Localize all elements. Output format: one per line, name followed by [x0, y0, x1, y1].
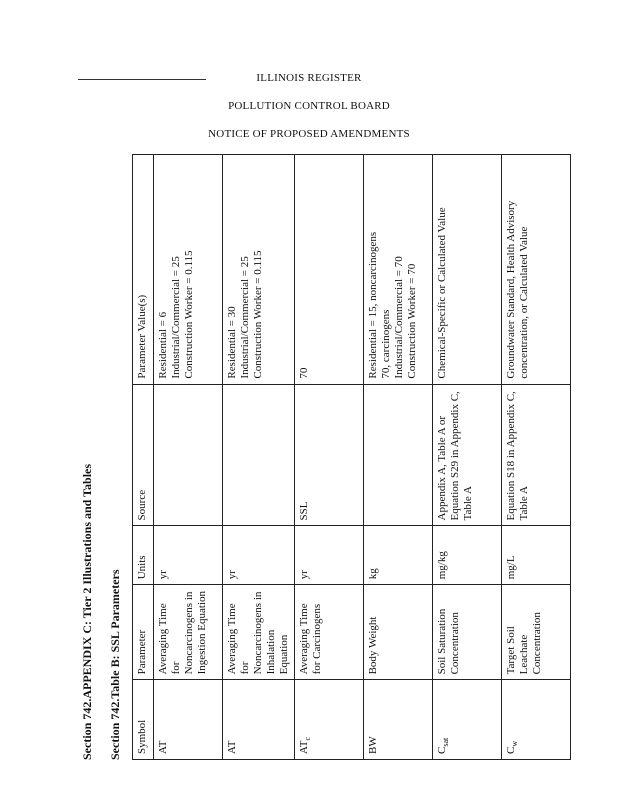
notice-title: NOTICE OF PROPOSED AMENDMENTS: [208, 128, 410, 140]
value-line: Residential = 30: [226, 306, 238, 379]
cell-units: yr: [295, 526, 364, 585]
cell-symbol: [295, 680, 364, 760]
value-line: Groundwater Standard, Health Advisory concentration, or Calculated Value: [505, 200, 530, 379]
table-row: [364, 155, 433, 760]
symbol-text: AT: [226, 740, 238, 754]
value-line: 70: [298, 367, 310, 379]
cell-units: yr: [223, 526, 295, 585]
cell-symbol: [223, 680, 295, 760]
header-symbol: Symbol: [133, 680, 154, 760]
value-line: Construction Worker = 0.115: [252, 250, 264, 379]
cell-units: kg: [364, 526, 433, 585]
cell-symbol: [502, 680, 571, 760]
cell-source: SSL: [295, 384, 364, 526]
cell-source: Equation S18 in Appendix C, Table A: [502, 384, 571, 526]
value-line: Construction Worker = 0.115: [183, 250, 195, 379]
cell-parameter: Averaging Time for Carcinogens: [295, 585, 364, 680]
value-line: Chemical-Specific or Calculated Value: [436, 207, 448, 379]
register-title: ILLINOIS REGISTER: [256, 72, 362, 84]
header-rule: [78, 79, 206, 80]
value-line: Residential = 15, noncarcinogens: [367, 231, 379, 379]
header-units: Units: [133, 526, 154, 585]
cell-symbol: [154, 680, 223, 760]
value-line: Construction Worker = 70: [406, 263, 418, 379]
table-title: Section 742.Table B: SSL Parameters: [108, 569, 122, 760]
value-line: Residential = 6: [157, 311, 169, 379]
table-row: [154, 155, 223, 760]
board-title: POLLUTION CONTROL BOARD: [228, 100, 390, 112]
header-parameter: Parameter: [133, 585, 154, 680]
symbol-text: C: [436, 746, 448, 754]
value-line: Industrial/Commercial = 25: [239, 256, 251, 379]
section-title: Section 742.APPENDIX C: Tier 2 Illustrations and Tables: [80, 463, 94, 760]
symbol-text: AT: [157, 740, 169, 754]
cell-parameter-values: [364, 155, 433, 385]
rotated-page-content: [80, 160, 560, 760]
ssl-parameters-table: [132, 154, 571, 760]
header-source: Source: [133, 384, 154, 526]
cell-symbol: [364, 680, 433, 760]
cell-parameter-values: [433, 155, 502, 385]
table-row: [295, 155, 364, 760]
cell-units: yr: [154, 526, 223, 585]
value-line: Industrial/Commercial = 25: [170, 256, 182, 379]
cell-parameter: Body Weight: [364, 585, 433, 680]
cell-parameter-values: [502, 155, 571, 385]
symbol-subscript: w: [510, 740, 520, 747]
value-line: Industrial/Commercial = 70: [393, 256, 405, 379]
symbol-text: AT: [298, 740, 310, 754]
table-row: [433, 155, 502, 760]
cell-parameter-values: [154, 155, 223, 385]
symbol-text: BW: [367, 736, 379, 754]
cell-units: mg/L: [502, 526, 571, 585]
cell-parameter: Soil Saturation Concentration: [433, 585, 502, 680]
symbol-subscript: c: [303, 736, 313, 741]
symbol-text: C: [505, 746, 517, 754]
cell-symbol: [433, 680, 502, 760]
cell-parameter-values: [295, 155, 364, 385]
symbol-subscript: sat: [441, 737, 451, 747]
cell-units: mg/kg: [433, 526, 502, 585]
cell-source: [364, 384, 433, 526]
table-row: [502, 155, 571, 760]
cell-source: [223, 384, 295, 526]
cell-source: Appendix A, Table A or Equation S29 in Appendix C, Table A: [433, 384, 502, 526]
table-header-row: [133, 155, 154, 760]
header-parameter-values: Parameter Value(s): [133, 155, 154, 385]
cell-parameter: Averaging Time for Noncarcinogens in Inhalation Equation: [223, 585, 295, 680]
table-row: [223, 155, 295, 760]
cell-parameter: Averaging Time for Noncarcinogens in Ingestion Equation: [154, 585, 223, 680]
cell-parameter: Target Soil Leachate Concentration: [502, 585, 571, 680]
value-line: 70, carcinogens: [380, 309, 392, 379]
table-body: [154, 155, 571, 760]
cell-source: [154, 384, 223, 526]
cell-parameter-values: [223, 155, 295, 385]
